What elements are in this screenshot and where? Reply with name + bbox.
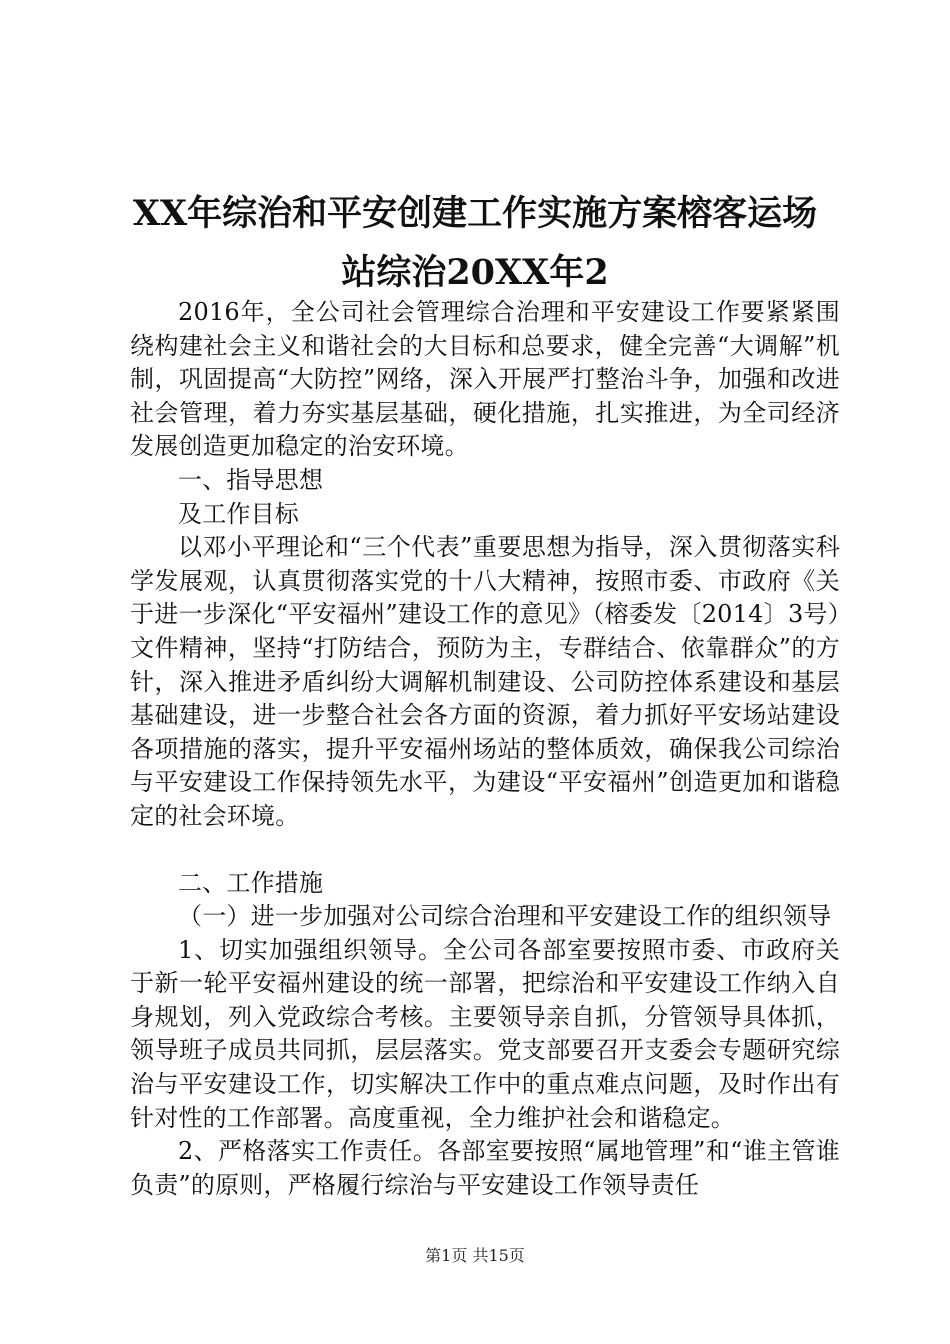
section2-subheading: （一）进一步加强对公司综合治理和平安建设工作的组织领导 [178,902,832,931]
page-number-footer: 第1页 共15页 [425,1246,525,1265]
document-title-line-2: 站综治20XX年2 [341,252,609,293]
section1-paragraph: 以邓小平理论和“三个代表”重要思想为指导，深入贯彻落实科学发展观，认真贯彻落实党的十八大精神，按照市委、市政府《关于进一步深化“平安福州”建设工作的意见》（榕委发〔2014〕3号）文件精神，坚持“打防结合，预防为主，专群结合、依靠群众”的方针，深入推进矛盾纠纷大调解机制建设、公司防控体系建设和基层基础建设，进一步整合社会各方面的资源，着力抓好平安场站建设各项措施的落实，提升平安福州场站的整体质效，确保我公司综治与平安建设工作保持领先水平，为建设“平安福州”创造更加和谐稳定的社会环境。 [130,533,840,830]
document-title-line-1: XX年综治和平安创建工作实施方案榕客运场 [132,193,818,234]
section1-heading: 一、指导思想 [178,465,324,494]
intro-paragraph: 2016年，全公司社会管理综合治理和平安建设工作要紧紧围绕构建社会主义和谐社会的大目标和总要求，健全完善“大调解”机制，巩固提高“大防控”网络，深入开展严打整治斗争，加强和改进社会管理，着力夯实基层基础，硬化措施，扎实推进，为全司经济发展创造更加稳定的治安环境。 [130,298,840,461]
section1-heading-continued: 及工作目标 [178,499,299,528]
item-2-paragraph: 2、严格落实工作责任。各部室要按照“属地管理”和“谁主管谁负责”的原则，严格履行综治与平安建设工作领导责任 [130,1137,840,1199]
paragraph-gap [130,834,840,867]
section2-heading: 二、工作措施 [178,868,324,897]
document-body [130,296,840,1202]
item-1-paragraph: 1、切实加强组织领导。全公司各部室要按照市委、市政府关于新一轮平安福州建设的统一部署，把综治和平安建设工作纳入自身规划，列入党政综合考核。主要领导亲自抓，分管领导具体抓，领导班子成员共同抓，层层落实。党支部要召开支委会专题研究综治与平安建设工作，切实解决工作中的重点难点问题，及时作出有针对性的工作部署。高度重视，全力维护社会和谐稳定。 [130,935,840,1132]
